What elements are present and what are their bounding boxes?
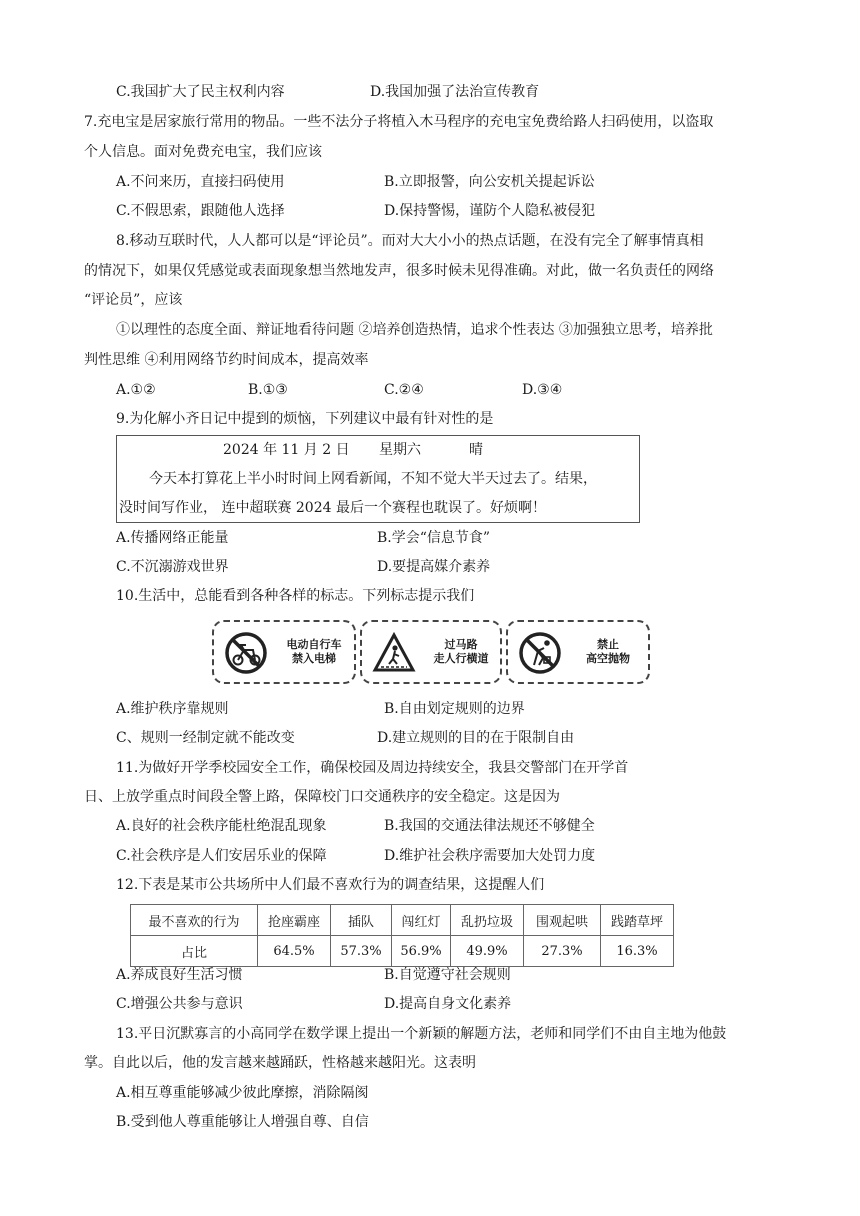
q9-option-c: C.不沉溺游戏世界 <box>116 559 229 575</box>
q6-option-d: D.我国加强了法治宣传教育 <box>370 84 540 100</box>
sign1-line2: 禁入电梯 <box>292 652 336 665</box>
diary-weather: 晴 <box>469 442 483 458</box>
q9-option-b: B.学会“信息节食” <box>377 530 491 546</box>
q8-stem-line3: “评论员”，应该 <box>84 292 183 308</box>
row-header-cell: 最不喜欢的行为 <box>131 905 258 936</box>
no-throwing-icon <box>518 631 562 675</box>
q7-option-c: C.不假思索，跟随他人选择 <box>116 203 285 219</box>
q13-stem-line2: 掌。自此以后，他的发言越来越踊跃，性格越来越阳光。这表明 <box>84 1055 476 1071</box>
q10-option-d: D.建立规则的目的在于限制自由 <box>377 730 575 746</box>
q11-stem-line1: 11.为做好开学季校园安全工作，确保校园及周边持续安全，我县交警部门在开学首 <box>116 760 629 776</box>
q13-stem-line1: 13.平日沉默寡言的小高同学在数学课上提出一个新颖的解题方法，老师和同学们不由自主地为他鼓 <box>116 1026 727 1042</box>
q11-stem-line2: 日、上放学重点时间段全警上路，保障校门口交通秩序的安全稳定。这是因为 <box>84 789 560 805</box>
diary-text-line1: 今天本打算花上半小时时间上网看新闻，不知不觉大半天过去了。结果， <box>149 471 597 487</box>
percent-cell: 27.3% <box>524 936 601 967</box>
diary-box <box>116 435 640 523</box>
percent-cell: 64.5% <box>258 936 331 967</box>
q7-option-b: B.立即报警，向公安机关提起诉讼 <box>384 174 595 190</box>
q8-option-b: B.①③ <box>248 382 288 398</box>
pedestrian-crossing-icon <box>372 631 416 675</box>
sign1-line1: 电动自行车 <box>286 638 342 651</box>
diary-text-line2: 没时间写作业， 连中超联赛 2024 最后一个赛程也耽误了。好烦啊！ <box>119 500 546 516</box>
q7-stem-line1: 7.充电宝是居家旅行常用的物品。一些不法分子将植入木马程序的充电宝免费给路人扫码使用，以盗取 <box>84 114 714 130</box>
q12-option-d: D.提高自身文化素养 <box>384 996 512 1012</box>
q12-option-c: C.增强公共参与意识 <box>116 996 243 1012</box>
percent-cell: 56.9% <box>392 936 451 967</box>
q8-option-c: C.②④ <box>384 382 424 398</box>
q8-option-d: D.③④ <box>522 382 563 398</box>
q9-option-a: A.传播网络正能量 <box>116 530 229 546</box>
q12-option-b: B.自觉遵守社会规则 <box>384 967 511 983</box>
table-row <box>131 905 674 936</box>
q10-option-b: B.自由划定规则的边界 <box>384 701 525 717</box>
q8-option-a: A.①② <box>116 382 156 398</box>
q8-items-line2: 判性思维 ④利用网络节约时间成本，提高效率 <box>84 352 369 368</box>
behavior-cell: 插队 <box>331 905 392 936</box>
q7-option-a: A.不问来历，直接扫码使用 <box>116 174 285 190</box>
sign3-line2: 高空抛物 <box>586 652 630 665</box>
sign-pedestrian-crossing <box>360 620 502 684</box>
behavior-cell: 抢座霸座 <box>258 905 331 936</box>
q11-option-a: A.良好的社会秩序能杜绝混乱现象 <box>116 818 327 834</box>
q10-stem: 10.生活中，总能看到各种各样的标志。下列标志提示我们 <box>116 588 475 604</box>
no-ebike-icon <box>224 631 268 675</box>
sign2-line1: 过马路 <box>444 638 478 651</box>
diary-date: 2024 年 11 月 2 日 <box>223 442 350 458</box>
q12-stem: 12.下表是某市公共场所中人们最不喜欢行为的调查结果，这提醒人们 <box>116 877 545 893</box>
q11-option-c: C.社会秩序是人们安居乐业的保障 <box>116 848 327 864</box>
percent-cell: 16.3% <box>601 936 674 967</box>
q13-option-b: B.受到他人尊重能够让人增强自尊、自信 <box>116 1114 369 1130</box>
sign-no-throwing <box>506 620 650 684</box>
sign-no-ebike <box>212 620 356 684</box>
q11-option-b: B.我国的交通法律法规还不够健全 <box>384 818 595 834</box>
percent-cell: 49.9% <box>451 936 524 967</box>
q8-stem-line1: 8.移动互联时代，人人都可以是“评论员”。而对大大小小的热点话题，在没有完全了解事情真相 <box>116 233 704 249</box>
diary-weekday: 星期六 <box>379 442 421 458</box>
q7-option-d: D.保持警惕，谨防个人隐私被侵犯 <box>384 203 596 219</box>
q10-option-c: C、规则一经制定就不能改变 <box>116 730 295 746</box>
q8-items-line1: ①以理性的态度全面、辩证地看待问题 ②培养创造热情，追求个性表达 ③加强独立思考，培养批 <box>116 322 713 338</box>
behavior-cell: 闯红灯 <box>392 905 451 936</box>
q9-stem: 9.为化解小齐日记中提到的烦恼，下列建议中最有针对性的是 <box>116 411 494 427</box>
behavior-cell: 乱扔垃圾 <box>451 905 524 936</box>
value-header-cell: 占比 <box>131 936 258 967</box>
survey-table <box>130 904 674 967</box>
q13-option-a: A.相互尊重能够减少彼此摩擦，消除隔阂 <box>116 1085 369 1101</box>
q8-stem-line2: 的情况下，如果仅凭感觉或表面现象想当然地发声，很多时候未见得准确。对此，做一名负责任的网络 <box>84 263 714 279</box>
q10-option-a: A.维护秩序靠规则 <box>116 701 229 717</box>
q6-option-c: C.我国扩大了民主权利内容 <box>116 84 285 100</box>
behavior-cell: 围观起哄 <box>524 905 601 936</box>
q9-option-d: D.要提高媒介素养 <box>377 559 491 575</box>
percent-cell: 57.3% <box>331 936 392 967</box>
table-row <box>131 936 674 967</box>
q12-option-a: A.养成良好生活习惯 <box>116 967 243 983</box>
q7-stem-line2: 个人信息。面对免费充电宝，我们应该 <box>84 144 322 160</box>
sign3-line1: 禁止 <box>597 638 619 651</box>
sign2-line2: 走人行横道 <box>433 652 489 665</box>
q11-option-d: D.维护社会秩序需要加大处罚力度 <box>384 848 596 864</box>
behavior-cell: 践踏草坪 <box>601 905 674 936</box>
